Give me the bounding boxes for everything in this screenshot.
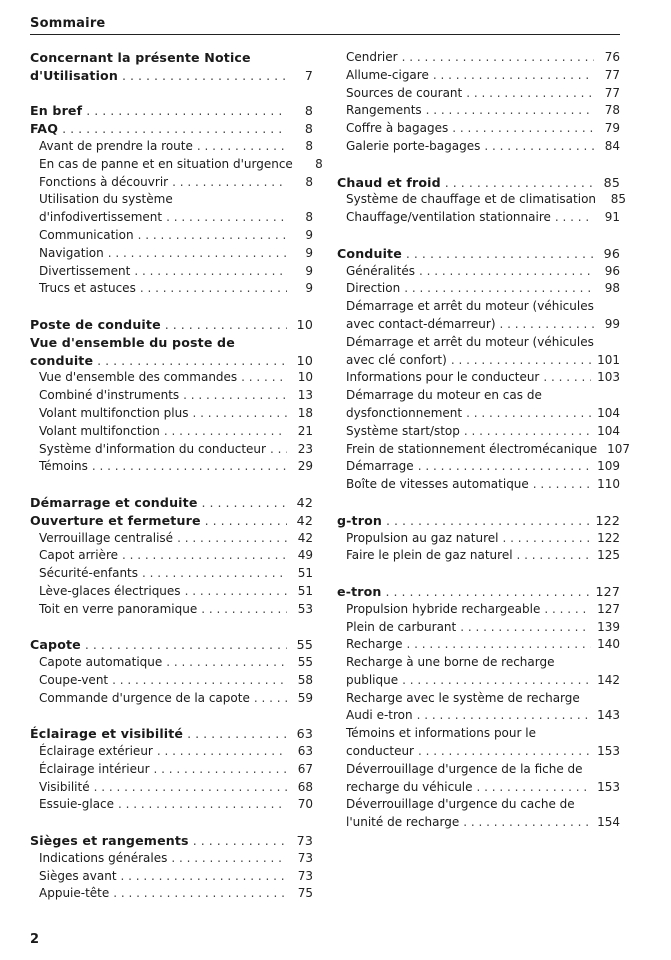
toc-entry-text: Plein de carburant: [346, 619, 457, 634]
toc-dot-leader: [201, 601, 287, 619]
toc-page-number: 85: [603, 174, 620, 190]
toc-entry-text: Déverrouillage d'urgence du cache de: [346, 797, 575, 812]
toc-entry[interactable]: [337, 280, 620, 298]
toc-chapter-entry[interactable]: [30, 49, 313, 85]
toc-dot-leader: [517, 547, 592, 565]
toc-entry[interactable]: [30, 868, 313, 886]
toc-entry[interactable]: [337, 547, 620, 565]
toc-entry[interactable]: [30, 245, 313, 263]
toc-dot-leader: [466, 85, 594, 103]
toc-entry-text: l'unité de recharge: [346, 815, 460, 830]
toc-entry-text: Vue d'ensemble du poste de: [30, 334, 235, 350]
toc-entry[interactable]: [30, 530, 313, 548]
toc-entry-text: Communication: [39, 227, 134, 242]
toc-chapter-entry[interactable]: [30, 334, 313, 370]
toc-entry[interactable]: [337, 476, 620, 494]
toc-entry-text: Sièges et rangements: [30, 833, 189, 849]
toc-page-number: 63: [296, 726, 313, 742]
toc-dot-leader: [463, 814, 591, 832]
toc-page-number: 59: [297, 690, 313, 705]
toc-entry[interactable]: [30, 441, 313, 459]
toc-page-number: 96: [604, 263, 620, 278]
page-number: 2: [30, 932, 40, 947]
toc-entry-text: Recharge: [346, 637, 403, 652]
toc-dot-leader: [142, 565, 287, 583]
toc-page-number: 84: [604, 138, 620, 153]
toc-page-number: 8: [304, 103, 313, 119]
toc-entry[interactable]: [337, 690, 620, 726]
toc-chapter-entry[interactable]: [337, 583, 620, 601]
toc-chapter-entry[interactable]: [30, 725, 313, 743]
toc-entry[interactable]: [30, 850, 313, 868]
toc-entry-text: Sources de courant: [346, 85, 463, 100]
toc-entry[interactable]: [337, 423, 620, 441]
toc-entry-text: Fonctions à découvrir: [39, 174, 169, 189]
toc-dot-leader: [402, 49, 594, 67]
toc-page-number: 8: [305, 138, 313, 153]
toc-dot-leader: [419, 263, 594, 281]
toc-dot-leader: [164, 423, 287, 441]
toc-entry[interactable]: [30, 796, 313, 814]
toc-entry[interactable]: [30, 690, 313, 708]
toc-dot-leader: [118, 796, 287, 814]
toc-page-number: 53: [297, 601, 313, 616]
toc-entry[interactable]: [337, 298, 620, 334]
toc-entry[interactable]: [337, 49, 620, 67]
toc-dot-leader: [185, 583, 287, 601]
toc-entry-text: recharge du véhicule: [346, 779, 473, 794]
toc-chapter-entry[interactable]: [30, 102, 313, 120]
toc-entry[interactable]: [337, 369, 620, 387]
toc-entry-text: Éclairage extérieur: [39, 744, 153, 759]
toc-entry[interactable]: [337, 796, 620, 832]
toc-dot-leader: [85, 636, 287, 654]
toc-page-number: 67: [297, 761, 313, 776]
toc-page-number: 125: [597, 548, 620, 563]
toc-page-number: 18: [297, 405, 313, 420]
toc-page-number: 143: [597, 708, 620, 723]
toc-entry[interactable]: [30, 458, 313, 476]
toc-entry[interactable]: [337, 387, 620, 423]
toc-page-number: 9: [305, 245, 313, 260]
toc-entry[interactable]: [30, 654, 313, 672]
toc-entry-text: Lève-glaces électriques: [39, 583, 181, 598]
toc-entry[interactable]: [337, 191, 627, 209]
toc-entry-text: Coupe-vent: [39, 672, 109, 687]
toc-entry-text: Capote: [30, 637, 81, 653]
toc-entry[interactable]: [337, 761, 620, 797]
toc-entry-text: Propulsion hybride rechargeable: [346, 601, 541, 616]
toc-entry[interactable]: [337, 619, 620, 637]
toc-page-number: 104: [597, 405, 620, 420]
toc-entry[interactable]: [30, 672, 313, 690]
toc-page-number: 79: [604, 121, 620, 136]
toc-entry-text: Propulsion au gaz naturel: [346, 530, 499, 545]
toc-entry-text: Allume-cigare: [346, 67, 429, 82]
toc-chapter-entry[interactable]: [30, 636, 313, 654]
toc-entry-text: En bref: [30, 103, 83, 119]
toc-dot-leader: [171, 850, 287, 868]
toc-entry-text: FAQ: [30, 121, 59, 137]
toc-dot-leader: [452, 120, 594, 138]
toc-entry-text: Verrouillage centralisé: [39, 530, 174, 545]
toc-page-number: 73: [297, 850, 313, 865]
toc-entry-text: conducteur: [346, 744, 414, 759]
toc-dot-leader: [92, 458, 287, 476]
toc-chapter-entry[interactable]: [30, 832, 313, 850]
toc-page-number: 139: [597, 619, 620, 634]
toc-entry[interactable]: [337, 725, 620, 761]
toc-page-number: 109: [597, 459, 620, 474]
toc-dot-leader: [193, 832, 287, 850]
toc-dot-leader: [500, 316, 594, 334]
toc-entry-text: Frein de stationnement électromécanique: [346, 441, 598, 456]
toc-entry[interactable]: [30, 405, 313, 423]
toc-chapter-entry[interactable]: [30, 120, 313, 138]
toc-page-number: 9: [305, 281, 313, 296]
toc-entry[interactable]: [337, 334, 620, 370]
toc-entry-text: Coffre à bagages: [346, 121, 449, 136]
toc-entry-text: Boîte de vitesses automatique: [346, 477, 529, 492]
toc-entry-text: Témoins: [39, 459, 88, 474]
toc-entry-text: Utilisation du système: [39, 192, 173, 207]
toc-entry[interactable]: [30, 423, 313, 441]
toc-entry[interactable]: [337, 601, 620, 619]
toc-page-number: 107: [607, 441, 631, 456]
toc-page-number: 73: [296, 833, 313, 849]
page-header: [30, 12, 620, 35]
toc-entry-text: Trucs et astuces: [39, 281, 136, 296]
toc-page-number: 51: [297, 583, 313, 598]
toc-entry[interactable]: [30, 138, 313, 156]
toc-entry-text: Sièges avant: [39, 868, 117, 883]
toc-dot-leader: [197, 138, 287, 156]
toc-page-number: 10: [297, 370, 313, 385]
toc-dot-leader: [406, 636, 591, 654]
toc-dot-leader: [166, 209, 287, 227]
toc-page-number: 42: [296, 512, 313, 528]
toc-entry[interactable]: [337, 85, 620, 103]
toc-page-number: 63: [297, 744, 313, 759]
toc-page-number: 78: [604, 103, 620, 118]
toc-entry-text: Galerie porte-bagages: [346, 138, 481, 153]
toc-dot-leader: [108, 245, 287, 263]
toc-dot-leader: [544, 601, 591, 619]
toc-page-number: 127: [597, 601, 620, 616]
toc-dot-leader: [177, 530, 287, 548]
toc-dot-leader: [466, 405, 591, 423]
toc-entry-text: Démarrage du moteur en cas de: [346, 388, 542, 403]
toc-entry[interactable]: [337, 530, 620, 548]
toc-page-number: 91: [604, 210, 620, 225]
toc-dot-leader: [192, 405, 287, 423]
toc-entry-text: Capote automatique: [39, 655, 163, 670]
toc-chapter-entry[interactable]: [30, 494, 313, 512]
toc-page-number: 9: [305, 263, 313, 278]
toc-chapter-entry[interactable]: [337, 245, 620, 263]
toc-page-number: 13: [297, 388, 313, 403]
toc-dot-leader: [113, 885, 287, 903]
toc-dot-leader: [94, 779, 287, 797]
toc-page-number: 7: [304, 67, 313, 83]
toc-entry-text: g-tron: [337, 512, 382, 528]
toc-chapter-entry[interactable]: [30, 512, 313, 530]
toc-entry-text: Audi e-tron: [346, 708, 413, 723]
toc-page-number: 142: [597, 672, 620, 687]
toc-entry-text: Système start/stop: [346, 423, 460, 438]
toc-entry[interactable]: [337, 67, 620, 85]
toc-entry[interactable]: [30, 156, 323, 174]
toc-entry-text: Rangements: [346, 103, 422, 118]
toc-dot-leader: [97, 352, 287, 370]
toc-entry-text: Système d'information du conducteur: [39, 441, 266, 456]
toc-page-number: 76: [604, 50, 620, 64]
toc-dot-leader: [172, 174, 287, 192]
toc-dot-leader: [445, 174, 594, 192]
toc-dot-leader: [183, 387, 287, 405]
toc-entry-text: Démarrage et conduite: [30, 494, 198, 510]
toc-dot-leader: [157, 743, 287, 761]
toc-entry-text: Vue d'ensemble des commandes: [39, 370, 238, 385]
toc-dot-leader: [406, 245, 594, 263]
toc-entry-text: Toit en verre panoramique: [39, 601, 198, 616]
toc-left-column: [30, 49, 323, 903]
toc-dot-leader: [404, 280, 594, 298]
toc-dot-leader: [241, 369, 287, 387]
toc-entry-text: Chaud et froid: [337, 174, 441, 190]
toc-page-number: 10: [296, 352, 313, 368]
toc-page-number: 104: [597, 423, 620, 438]
toc-entry-text: Faire le plein de gaz naturel: [346, 548, 513, 563]
toc-entry-text: Ouverture et fermeture: [30, 512, 201, 528]
toc-dot-leader: [433, 67, 594, 85]
toc-entry-text: Conduite: [337, 245, 402, 261]
toc-page-number: 51: [297, 566, 313, 581]
toc-entry-text: Poste de conduite: [30, 316, 161, 332]
toc-entry[interactable]: [30, 583, 313, 601]
toc-dot-leader: [386, 512, 590, 530]
toc-entry[interactable]: [337, 636, 620, 654]
toc-dot-leader: [386, 583, 590, 601]
toc-page-number: 77: [604, 67, 620, 82]
toc-entry-text: Combiné d'instruments: [39, 388, 180, 403]
toc-chapter-entry[interactable]: [337, 512, 620, 530]
toc-entry-text: Démarrage: [346, 459, 414, 474]
toc-entry-text: Recharge à une borne de recharge: [346, 655, 555, 670]
toc-dot-leader: [62, 120, 287, 138]
toc-entry[interactable]: [30, 565, 313, 583]
toc-entry-text: d'Utilisation: [30, 67, 118, 83]
toc-entry-text: e-tron: [337, 583, 382, 599]
toc-page-number: 154: [597, 815, 620, 830]
toc-entry-text: En cas de panne et en situation d'urgence: [39, 156, 293, 171]
toc-dot-leader: [270, 441, 287, 459]
toc-page-number: 153: [597, 779, 620, 794]
toc-page-number: 77: [604, 85, 620, 100]
toc-page-number: 153: [597, 744, 620, 759]
toc-page-number: 140: [597, 637, 620, 652]
toc-page-number: 9: [305, 227, 313, 242]
toc-entry-text: Démarrage et arrêt du moteur (véhicules: [346, 299, 594, 314]
toc-entry-text: d'infodivertissement: [39, 210, 163, 225]
toc-entry-text: Informations pour le conducteur: [346, 370, 540, 385]
toc-dot-leader: [418, 743, 591, 761]
toc-entry[interactable]: [30, 280, 313, 298]
toc-page-number: 55: [297, 655, 313, 670]
toc-entry-text: Éclairage intérieur: [39, 761, 150, 776]
toc-dot-leader: [451, 352, 591, 370]
toc-dot-leader: [417, 707, 591, 725]
toc-dot-leader: [426, 102, 594, 120]
toc-page-number: 68: [297, 779, 313, 794]
toc-entry-text: Sécurité-enfants: [39, 566, 139, 581]
toc-entry[interactable]: [30, 779, 313, 797]
toc-page-number: 8: [305, 210, 313, 225]
toc-dot-leader: [543, 369, 591, 387]
toc-entry-text: dysfonctionnement: [346, 405, 463, 420]
toc-dot-leader: [187, 725, 287, 743]
toc-entry-text: Direction: [346, 281, 401, 296]
toc-page-number: 73: [297, 868, 313, 883]
toc-page-number: 122: [597, 530, 620, 545]
toc-dot-leader: [202, 494, 287, 512]
toc-dot-leader: [154, 761, 287, 779]
toc-dot-leader: [138, 227, 287, 245]
toc-page-number: 58: [297, 672, 313, 687]
toc-chapter-entry[interactable]: [337, 174, 620, 192]
toc-dot-leader: [555, 209, 594, 227]
toc-entry[interactable]: [337, 458, 620, 476]
toc-dot-leader: [205, 512, 287, 530]
toc-entry-text: Essuie-glace: [39, 797, 115, 812]
toc-entry[interactable]: [337, 102, 620, 120]
toc-page-number: 8: [305, 174, 313, 189]
toc-entry-text: Chauffage/ventilation stationnaire: [346, 210, 551, 225]
toc-page-number: 10: [296, 316, 313, 332]
toc-entry[interactable]: [30, 547, 313, 565]
toc-dot-leader: [418, 458, 591, 476]
toc-entry[interactable]: [30, 761, 313, 779]
toc-entry-text: Indications générales: [39, 850, 168, 865]
toc-page-number: 23: [297, 441, 313, 456]
toc-page-number: 85: [610, 192, 627, 207]
toc-entry-text: Navigation: [39, 245, 104, 260]
toc-dot-leader: [254, 690, 287, 708]
toc-entry[interactable]: [337, 263, 620, 281]
toc-entry-text: Divertissement: [39, 263, 131, 278]
toc-entry[interactable]: [337, 209, 620, 227]
toc-page-number: 96: [603, 245, 620, 261]
toc-entry-text: avec clé confort): [346, 352, 447, 367]
toc-page-number: 103: [597, 370, 620, 385]
toc-entry[interactable]: [30, 263, 313, 281]
toc-dot-leader: [134, 263, 287, 281]
toc-entry-text: Volant multifonction: [39, 423, 160, 438]
toc-page-number: 55: [296, 637, 313, 653]
toc-entry[interactable]: [30, 601, 313, 619]
toc-page-number: 49: [297, 548, 313, 563]
toc-entry-text: Avant de prendre la route: [39, 138, 193, 153]
toc-dot-leader: [122, 547, 287, 565]
toc-entry[interactable]: [30, 743, 313, 761]
toc-page-number: 101: [597, 352, 620, 367]
toc-entry[interactable]: [337, 441, 631, 459]
toc-dot-leader: [165, 316, 287, 334]
toc-entry[interactable]: [30, 191, 313, 227]
toc-right-column: [337, 49, 631, 832]
toc-dot-leader: [477, 779, 592, 797]
toc-entry[interactable]: [30, 369, 313, 387]
toc-entry[interactable]: [30, 387, 313, 405]
toc-dot-leader: [533, 476, 591, 494]
toc-page-number: 122: [595, 512, 620, 528]
toc-page-number: 75: [297, 886, 313, 901]
toc-dot-leader: [166, 654, 287, 672]
toc-entry[interactable]: [30, 885, 313, 903]
toc-entry-text: Commande d'urgence de la capote: [39, 690, 250, 705]
toc-entry-text: conduite: [30, 352, 94, 368]
toc-entry-text: Cendrier: [346, 50, 398, 64]
toc-entry-text: publique: [346, 672, 399, 687]
toc-dot-leader: [140, 280, 287, 298]
toc-page-number: 42: [296, 494, 313, 510]
toc-page-number: 42: [297, 530, 313, 545]
toc-dot-leader: [502, 530, 591, 548]
toc-dot-leader: [484, 138, 594, 156]
toc-page-number: 8: [304, 121, 313, 137]
page-title: Sommaire: [30, 16, 106, 31]
toc-dot-leader: [464, 423, 591, 441]
toc-entry[interactable]: [337, 138, 620, 156]
toc-entry-text: Déverrouillage d'urgence de la fiche de: [346, 761, 583, 776]
toc-page-number: 110: [597, 477, 620, 492]
toc-entry-text: Témoins et informations pour le: [346, 726, 536, 741]
toc-entry-text: Appuie-tête: [39, 886, 110, 901]
toc-chapter-entry[interactable]: [30, 316, 313, 334]
toc-page-number: 127: [595, 583, 620, 599]
toc-entry-text: Démarrage et arrêt du moteur (véhicules: [346, 334, 594, 349]
toc-page-number: 98: [604, 281, 620, 296]
toc-page-number: 29: [297, 459, 313, 474]
toc-entry-text: Concernant la présente Notice: [30, 50, 251, 65]
toc-entry[interactable]: [337, 120, 620, 138]
toc-page-number: 70: [297, 797, 313, 812]
toc-entry-text: Visibilité: [39, 779, 90, 794]
toc-dot-leader: [460, 619, 591, 637]
toc-entry-text: Volant multifonction plus: [39, 405, 189, 420]
toc-entry-text: Éclairage et visibilité: [30, 726, 184, 742]
toc-entry-text: Système de chauffage et de climatisation: [346, 192, 597, 207]
toc-entry[interactable]: [337, 654, 620, 690]
toc-entry-text: Capot arrière: [39, 548, 118, 563]
toc-page-number: 99: [604, 316, 620, 331]
toc-entry-text: Généralités: [346, 263, 415, 278]
toc-dot-leader: [121, 868, 287, 886]
toc-entry-text: avec contact-démarreur): [346, 316, 496, 331]
toc-entry[interactable]: [30, 227, 313, 245]
toc-dot-leader: [402, 672, 591, 690]
toc-page-number: 21: [297, 423, 313, 438]
toc-dot-leader: [112, 672, 287, 690]
toc-page-number: 8: [315, 156, 323, 171]
toc-entry[interactable]: [30, 174, 313, 192]
toc-entry-text: Recharge avec le système de recharge: [346, 690, 580, 705]
toc-dot-leader: [86, 102, 287, 120]
toc-dot-leader: [122, 67, 287, 85]
